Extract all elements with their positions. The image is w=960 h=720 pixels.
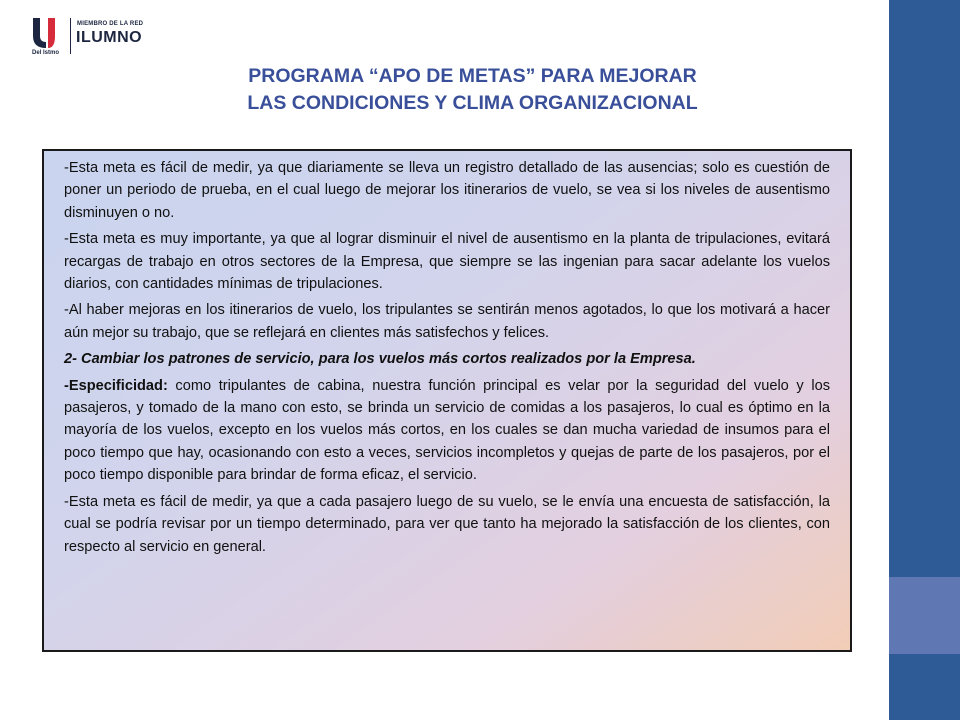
paragraph-4-text: como tripulantes de cabina, nuestra función principal es velar por la seguridad del vuelo y los pasajeros, y tomado de la mano con esto, se brinda un servicio de comidas a los pasajeros, lo cual es óptimo en la mayoría de los vuelos, excepto en los vuelos más cortos, en los cuales se dan mucha variedad de insumos para el poco tiempo que hay, ocasionando con esto a veces, servicios incompletos y quejas de parte de los pasajeros, por el poco tiempo disponible para brindar de forma eficaz, el servicio. — [64, 377, 830, 484]
paragraph-3: -Al haber mejoras en los itinerarios de vuelo, los tripulantes se sentirán menos agotados, lo que los motivará a hacer aún mejor su trabajo, que se reflejará en clientes más satisfechos y felices. — [64, 302, 830, 341]
logo-divider — [70, 18, 71, 54]
logo — [30, 14, 160, 58]
paragraph-4-label: -Especificidad: — [64, 377, 168, 394]
paragraph-2: -Esta meta es muy importante, ya que al lograr disminuir el nivel de ausentismo en la planta de tripulaciones, evitará recargas de trabajo en otros sectores de la Empresa, que siempre se las ingenian para sacar adelante los vuelos diarios, con cantidades mínimas de tripulaciones. — [64, 231, 830, 293]
logo-subtext: Del Istmo — [32, 50, 60, 56]
content-text — [44, 151, 850, 558]
paragraph-5: -Esta meta es fácil de medir, ya que a cada pasajero luego de su vuelo, se le envía una encuesta de satisfacción, la cual se podría revisar por un tiempo determinado, para ver que tanto ha mejorado la satisfacción de los clientes, con respecto al servicio en general. — [64, 493, 830, 555]
logo-network-text: MIEMBRO DE LA RED — [77, 21, 144, 27]
page-title — [180, 63, 765, 117]
content-box — [42, 149, 852, 652]
paragraph-1: -Esta meta es fácil de medir, ya que diariamente se lleva un registro detallado de las ausencias; solo es cuestión de poner un periodo de prueba, en el cual luego de mejorar los itinerarios de vuelo, se vea si los niveles de ausentismo disminuyen o no. — [64, 160, 830, 221]
title-line-1: PROGRAMA “APO DE METAS” PARA MEJORAR — [248, 65, 697, 87]
logo-brand: ILUMNO — [76, 29, 143, 46]
title-line-2: LAS CONDICIONES Y CLIMA ORGANIZACIONAL — [247, 92, 698, 114]
right-sidebar-accent — [889, 577, 960, 654]
paragraph-4 — [64, 375, 830, 487]
section-heading: 2- Cambiar los patrones de servicio, para los vuelos más cortos realizados por la Empresa. — [64, 351, 696, 368]
